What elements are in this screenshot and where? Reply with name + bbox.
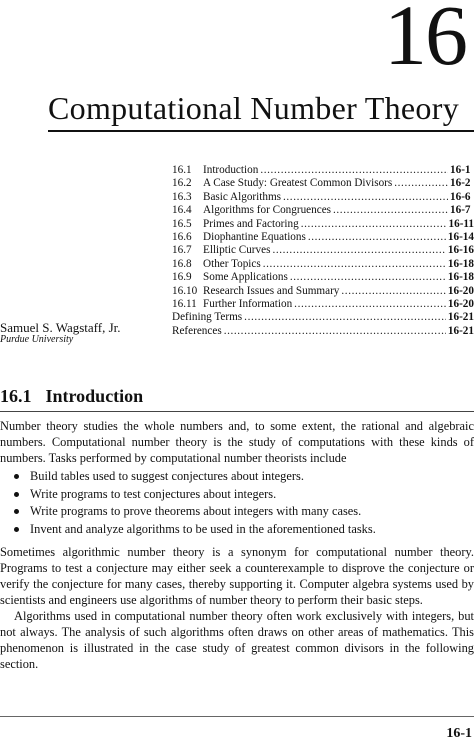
toc-entry-number: 16.8 [172,257,192,270]
toc-leader-dots [294,298,446,311]
paragraph-algorithms: Algorithms used in computational number theory often work exclusively with integers, but not always. The analysis of such algorithms often draws on other areas of mathematics. This phenomenon is illustrated in the case study of greatest common divisors in the following section. [0,609,474,671]
toc-entry-page: 16-18 [447,271,474,284]
toc-entry [172,164,474,177]
toc-entry-number: 16.4 [172,204,192,217]
toc-entry-page: 16-21 [447,324,474,337]
title-rule [48,130,474,132]
toc-entry-page: 16-14 [447,231,474,244]
toc-entry-number: 16.2 [172,177,192,190]
toc-entry-page: 16-11 [448,217,474,230]
toc-entry-title: Basic Algorithms [203,190,282,203]
toc-entry-page: 16-16 [447,244,474,257]
toc-leader-dots [283,191,448,204]
toc-entry-title: Further Information [203,298,293,311]
toc-leader-dots [263,258,446,271]
toc-entry-number: 16.11 [172,298,197,311]
list-item: Write programs to prove theorems about integers with many cases. [14,503,376,521]
bullet-icon [14,527,19,532]
bullet-icon [14,509,19,514]
toc-entry-title: Some Applications [203,271,288,284]
list-item: Invent and analyze algorithms to be used in the aforementioned tasks. [14,521,376,539]
toc-entry-title: Research Issues and Summary [203,284,340,297]
toc-leader-dots [341,285,445,298]
toc-entry [172,191,474,204]
paragraph-algorithmic: Sometimes algorithmic number theory is a synonym for computational number theory. Programs to test a conjecture may either seek a counterexample to disprove the conjecture or verify the conjecture for many cases, thereby supporting it. Computer algebra systems used by scientists and engineers use algorithms of number theory to perform their basic steps. [0,545,474,607]
toc-entry [172,258,474,271]
toc-leader-dots [244,311,446,324]
toc-entry [172,218,474,231]
section-number: 16.1 [0,386,32,406]
section-rule [0,411,474,412]
toc-entry-page: 16-20 [447,284,474,297]
toc-entry [172,298,474,311]
toc-leader-dots [260,164,448,177]
toc-entry [172,244,474,257]
toc-leader-dots [290,271,446,284]
chapter-number: 16 [384,0,466,83]
chapter-title: Computational Number Theory [48,90,459,126]
author-name: Samuel S. Wagstaff, Jr. [0,320,121,335]
author-affiliation: Purdue University [0,334,74,345]
toc-entry-number: 16.7 [172,244,192,257]
bullet-icon [14,492,19,497]
page-number: 16-1 [446,726,472,741]
toc-entry [172,177,474,190]
toc-entry-title: Diophantine Equations [203,231,306,244]
toc-leader-dots [301,218,447,231]
section-title: Introduction [45,386,144,406]
toc-entry-title: Elliptic Curves [203,244,271,257]
toc-entry [172,271,474,284]
list-item: Build tables used to suggest conjectures about integers. [14,468,376,486]
table-of-contents [172,164,474,338]
toc-entry-title: Introduction [203,164,259,176]
toc-entry [172,311,474,324]
toc-entry-page: 16-20 [447,298,474,311]
toc-entry-number: 16.10 [172,284,198,297]
toc-entry [172,285,474,298]
toc-entry-page: 16-1 [450,164,471,176]
toc-entry-title: Other Topics [203,257,261,270]
toc-entry-title: Primes and Factoring [203,217,299,230]
toc-entry-number: 16.1 [172,164,192,176]
toc-entry-number: 16.5 [172,217,192,230]
section-heading [0,386,143,407]
list-item: Write programs to test conjectures about integers. [14,486,376,504]
toc-entry [172,204,474,217]
toc-leader-dots [333,204,448,217]
paragraph-intro: Number theory studies the whole numbers and, to some extent, the rational and algebraic numbers. Computational number theory is the study of computations with these kinds of numbers. Tasks performed by computational number theorists include [0,419,474,465]
toc-entry-page: 16-6 [450,190,471,203]
toc-entry-title: A Case Study: Greatest Common Divisors [203,177,393,190]
toc-entry-number: 16.3 [172,190,192,203]
toc-entry-page: 16-2 [450,177,471,190]
bullet-icon [14,474,19,479]
toc-entry-title: Defining Terms [172,311,243,324]
toc-entry-title: Algorithms for Congruences [203,204,332,217]
toc-entry-page: 16-7 [450,204,471,217]
toc-entry-number: 16.6 [172,231,192,244]
toc-leader-dots [272,244,445,257]
toc-entry-page: 16-18 [447,257,474,270]
toc-entry [172,325,474,338]
task-list [14,468,376,538]
footer-rule [0,716,474,717]
toc-leader-dots [394,177,448,190]
toc-leader-dots [308,231,446,244]
toc-entry-page: 16-21 [447,311,474,324]
toc-leader-dots [224,325,446,338]
toc-entry-number: 16.9 [172,271,192,284]
toc-entry-title: References [172,324,222,337]
toc-entry [172,231,474,244]
